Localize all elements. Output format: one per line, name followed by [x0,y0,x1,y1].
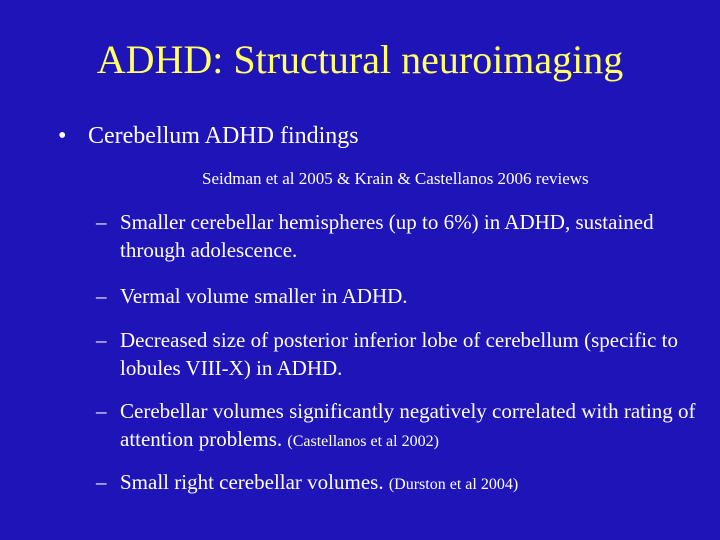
sub-bullet-text: Smaller cerebellar hemispheres (up to 6%) in ADHD, sustained through adolescence. [120,210,654,262]
sub-bullet-text: Vermal volume smaller in ADHD. [120,284,408,308]
sub-bullet-4 [96,397,696,456]
dash-marker: – [96,470,107,494]
main-bullet [58,120,359,152]
main-bullet-text: Cerebellum ADHD findings [88,123,359,149]
sub-bullet-text: Cerebellar volumes significantly negatively correlated with rating of attention problems. [120,399,696,451]
dash-marker: – [96,328,107,352]
citation: (Durston et al 2004) [388,476,519,493]
bullet-dot: • [58,123,67,149]
sub-bullet-text: Small right cerebellar volumes. [120,470,384,494]
dash-marker: – [96,210,107,234]
sub-bullet-3 [96,326,696,382]
citation: (Castellanos et al 2002) [287,433,439,450]
dash-marker: – [96,399,107,423]
sub-bullet-text-wrap [120,468,696,499]
dash-marker: – [96,284,107,308]
sub-bullet-5 [96,468,696,499]
slide-title: ADHD: Structural neuroimaging [96,37,624,82]
sub-bullet-2 [96,282,696,310]
sub-bullet-text: Decreased size of posterior inferior lobe of cerebellum (specific to lobules VIII-X) in ADHD. [120,328,678,380]
sub-bullet-1 [96,208,696,264]
sub-bullet-text-wrap [120,397,696,456]
reference-line: Seidman et al 2005 & Krain & Castellanos 2006 reviews [202,169,589,188]
